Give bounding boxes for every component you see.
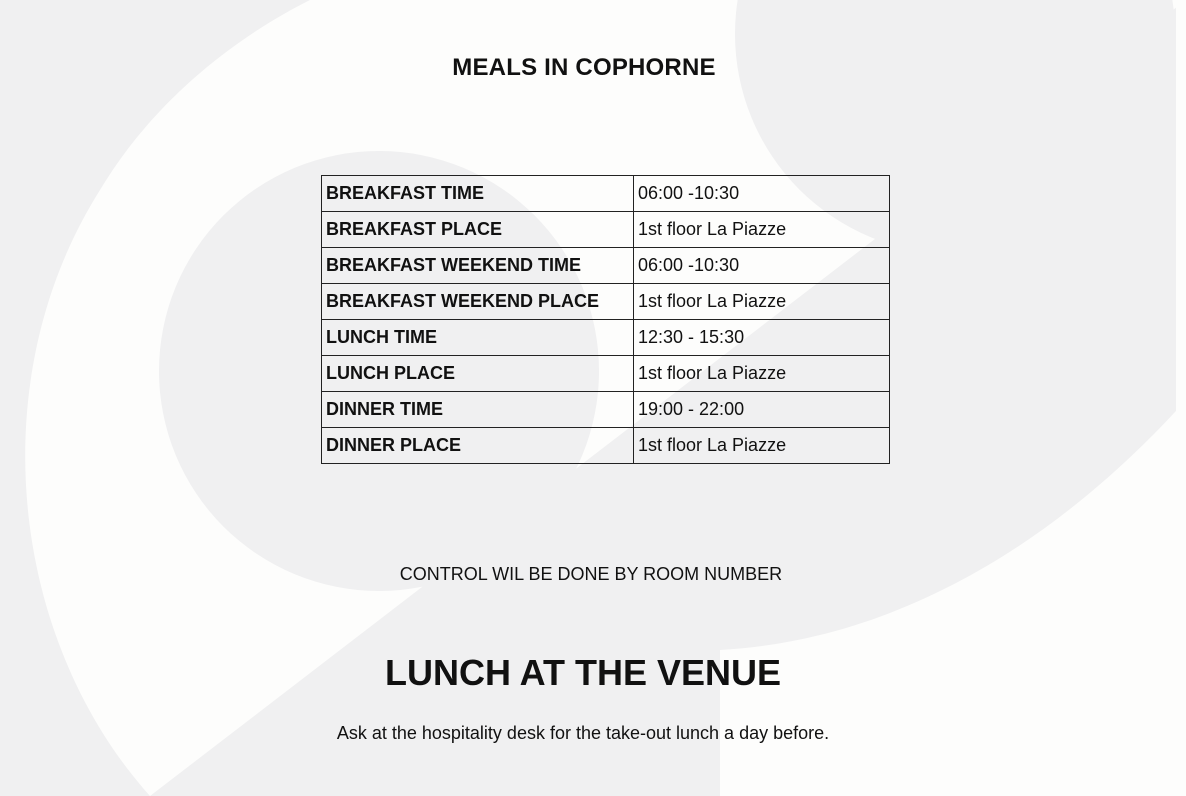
table-row — [322, 284, 890, 320]
row-value: 06:00 -10:30 — [634, 176, 890, 212]
table-row — [322, 176, 890, 212]
lunch-section-heading: LUNCH AT THE VENUE — [385, 652, 781, 693]
row-value: 19:00 - 22:00 — [634, 392, 890, 428]
row-value: 1st floor La Piazze — [634, 356, 890, 392]
meals-table — [321, 175, 890, 464]
row-label: BREAKFAST WEEKEND PLACE — [322, 284, 634, 320]
row-value: 12:30 - 15:30 — [634, 320, 890, 356]
control-note: CONTROL WIL BE DONE BY ROOM NUMBER — [399, 564, 783, 584]
table-row — [322, 428, 890, 464]
row-label: BREAKFAST TIME — [322, 176, 634, 212]
row-value: 1st floor La Piazze — [634, 428, 890, 464]
row-label: LUNCH PLACE — [322, 356, 634, 392]
row-label: BREAKFAST WEEKEND TIME — [322, 248, 634, 284]
row-label: BREAKFAST PLACE — [322, 212, 634, 248]
table-row — [322, 212, 890, 248]
row-value: 1st floor La Piazze — [634, 284, 890, 320]
row-value: 06:00 -10:30 — [634, 248, 890, 284]
table-row — [322, 392, 890, 428]
page-title: MEALS IN COPHORNE — [452, 54, 716, 81]
table-row — [322, 248, 890, 284]
row-value: 1st floor La Piazze — [634, 212, 890, 248]
row-label: LUNCH TIME — [322, 320, 634, 356]
row-label: DINNER PLACE — [322, 428, 634, 464]
lunch-section-text: Ask at the hospitality desk for the take-out lunch a day before. — [336, 723, 830, 743]
row-label: DINNER TIME — [322, 392, 634, 428]
table-row — [322, 320, 890, 356]
table-row — [322, 356, 890, 392]
